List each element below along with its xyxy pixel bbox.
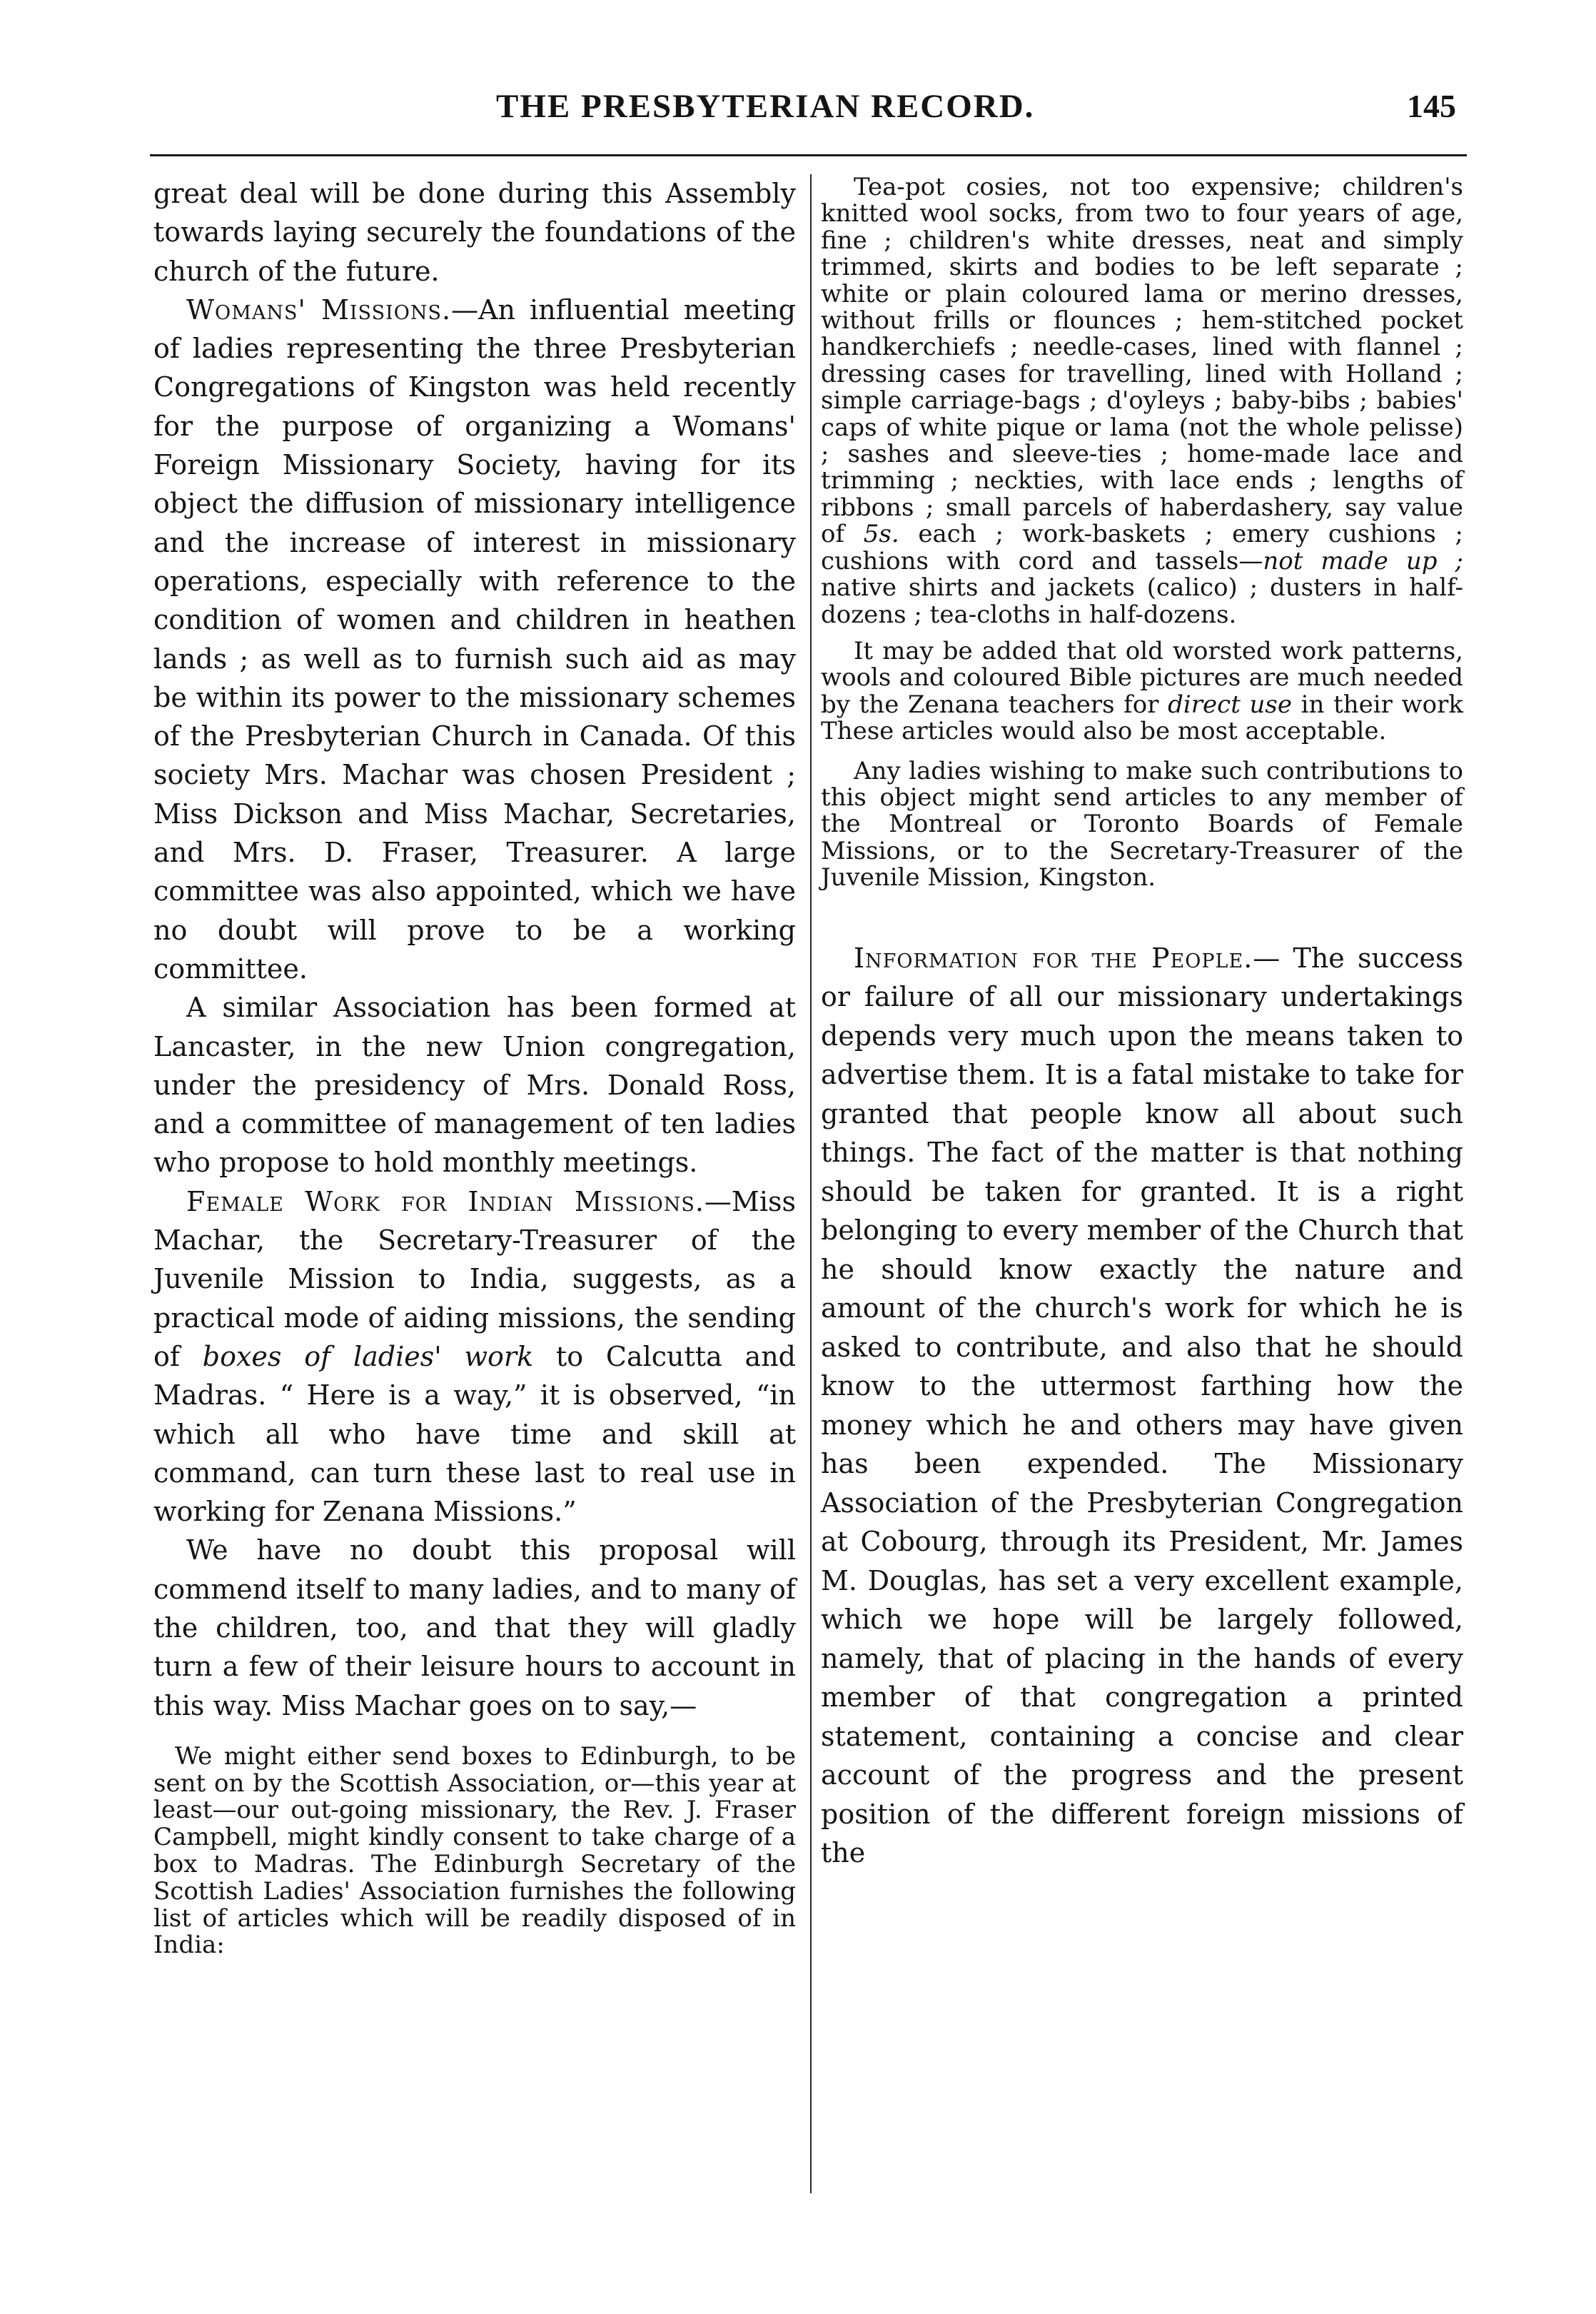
paragraph-text: —Miss Machar, the Secretary-Treasurer of the Juvenile Mission to India, suggests, as a practical mode of aiding missions, the sending of [153, 1185, 796, 1372]
articles-list [821, 174, 1463, 628]
running-title: THE PRESBYTERIAN RECORD. [496, 88, 1035, 125]
paragraph-female-work [153, 1182, 796, 1531]
paragraph-text: native shirts and jackets (calico) ; dusters in half-dozens ; tea-cloths in half-dozens. [821, 573, 1463, 629]
paragraph-information [821, 939, 1463, 1873]
italic-text: not made up ; [1263, 546, 1464, 575]
section-heading-female-work: Female Work for Indian Missions. [186, 1185, 704, 1217]
column-divider [810, 174, 812, 2193]
right-column [821, 174, 1463, 1873]
left-column [153, 174, 796, 1959]
paragraph-text: each ; work-baskets ; emery cushions ; cushions with cord and tassels— [821, 520, 1463, 575]
italic-text: 5s. [863, 520, 899, 549]
paragraph-contributions: Any ladies wishing to make such contributions to this object might send articles to any member of the Montreal or Toronto Boards of Female Missions, or to the Secretary-Treasurer of the Juvenile Mission, Kingston. [821, 756, 1463, 892]
page-number: 145 [1407, 88, 1456, 124]
paragraph-womans-missions [153, 291, 796, 988]
section-heading-information: Information for the People. [854, 942, 1253, 974]
paragraph-proposal: We have no doubt this proposal will commend itself to many ladies, and to many of the children, too, and that they will gladly turn a few of their leisure hours to account in this way. Miss Machar goes on to say,— [153, 1534, 796, 1721]
italic-text: direct use [1168, 690, 1292, 719]
section-heading-womans-missions: Womans' Missions. [186, 293, 452, 326]
paragraph-patterns [821, 638, 1463, 745]
paragraph-lancaster: A similar Association has been formed at Lancaster, in the new Union congregation, under the presidency of Mrs. Donald Ross, and a committee of management of ten ladies who propose to hold monthly meetings. [153, 992, 796, 1179]
paragraph-text: It may be added that old worsted work patterns, wools and coloured Bible pictures are much needed by the Zenana teachers for [821, 636, 1463, 719]
paragraph-text: — The success or failure of all our missionary undertakings depends very much upon the means taken to advertise them. It is a fatal mistake to take for granted that people know all about such things. The fact of the matter is that nothing should be taken for granted. It is a right belonging to every member of the Church that he should know exactly the nature and amount of the church's work for which he is asked to contribute, and also that he should know to the uttermost farthing how the money which he and others may have given has been expended. The Missionary Association of the Presbyterian Congregation at Cobourg, through its President, Mr. James M. Douglas, has set a very excellent example, which we hope will be largely followed, namely, that of placing in the hands of every member of that congregation a printed statement, containing a concise and clear account of the progress and the present position of the different foreign missions of the [821, 942, 1464, 1869]
paragraph-text: in their work These articles would also be most acceptable. [821, 690, 1463, 746]
paragraph-text: —An influential meeting of ladies representing the three Presbyterian Congregations of Kingston was held recently for the purpose of organizing a Womans' Foreign Missionary Society, having for its object the diffusion of missionary intelligence and the increase of interest in missionary operations, especially with reference to the condition of women and children in heathen lands ; as well as to furnish such aid as may be within its power to the missionary schemes of the Presbyterian Church in Canada. Of this society Mrs. Machar was chosen President ; Miss Dickson and Miss Machar, Secretaries, and Mrs. D. Fraser, Treasurer. A large committee was also appointed, which we have no doubt will prove to be a working committee. [153, 293, 796, 985]
page-header [153, 84, 1463, 130]
block-quote: We might either send boxes to Edinburgh, to be sent on by the Scottish Association, or—this year at least—our out-going missionary, the Rev. J. Fraser Campbell, might kindly consent to take charge of a box to Madras. The Edinburgh Secretary of the Scottish Ladies' Association furnishes the following list of articles which will be readily disposed of in India: [153, 1741, 796, 1960]
paragraph-continued: great deal will be done during this Assembly towards laying securely the foundations of the church of the future. [153, 178, 796, 287]
header-rule [150, 154, 1467, 156]
paragraph-text: Tea-pot cosies, not too expensive; children's knitted wool socks, from two to four years of age, fine ; children's white dresses, neat and simply trimmed, skirts and bodies to be left separate ; white or plain coloured lama or merino dresses, without frills or flounces ; hem-stitched pocket handkerchiefs ; needle-cases, lined with flannel ; dressing cases for travelling, lined with Holland ; simple carriage-bags ; d'oyleys ; baby-bibs ; babies' caps of white pique or lama (not the whole pelisse) ; sashes and sleeve-ties ; home-made lace and trimming ; neckties, with lace ends ; lengths of ribbons ; small parcels of haberdashery, say value of [821, 173, 1463, 549]
paragraph-text: to Calcutta and Madras. “ Here is a way,” it is observed, “in which all who have time and skill at command, can turn these last to real use in working for Zenana Missions.” [153, 1340, 796, 1528]
italic-text: boxes of ladies' work [202, 1340, 534, 1372]
